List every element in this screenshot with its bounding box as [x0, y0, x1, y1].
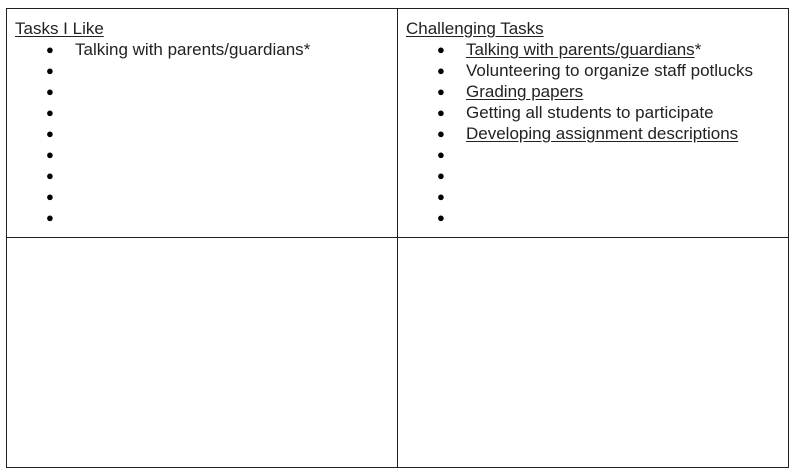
bullet-icon: ●: [437, 63, 445, 78]
list-item: [15, 60, 397, 81]
bullet-icon: ●: [46, 210, 54, 225]
list-item-text: Talking with parents/guardians: [75, 40, 304, 59]
table-row: [7, 9, 789, 238]
list-item: [406, 39, 788, 60]
cell-tasks-i-like[interactable]: [7, 9, 398, 238]
list-item: [15, 207, 397, 228]
list-item-text: Developing assignment descriptions: [466, 124, 739, 143]
list-item: [406, 144, 788, 165]
tasks-i-like-heading: Tasks I Like: [15, 19, 104, 38]
bullet-icon: ●: [46, 42, 54, 57]
bullet-icon: ●: [46, 105, 54, 120]
list-item: [406, 60, 788, 81]
bullet-icon: ●: [437, 147, 445, 162]
bullet-icon: ●: [437, 210, 445, 225]
list-item: [15, 123, 397, 144]
list-item: [15, 186, 397, 207]
empty-cell-bottom-left[interactable]: [7, 238, 398, 468]
bullet-icon: ●: [437, 189, 445, 204]
list-item: [406, 81, 788, 102]
tasks-i-like-list: [15, 39, 397, 228]
challenging-tasks-list: [406, 39, 788, 228]
bullet-icon: ●: [437, 84, 445, 99]
list-item: [15, 39, 397, 60]
empty-cell-bottom-right[interactable]: [398, 238, 789, 468]
document-table: [6, 8, 789, 468]
list-item: [406, 102, 788, 123]
challenging-tasks-heading: Challenging Tasks: [406, 19, 544, 38]
bullet-icon: ●: [46, 189, 54, 204]
bullet-icon: ●: [46, 147, 54, 162]
list-item: [15, 102, 397, 123]
bullet-icon: ●: [437, 126, 445, 141]
list-item: [406, 186, 788, 207]
list-item-text: Getting all students to participate: [466, 103, 714, 122]
bullet-icon: ●: [46, 84, 54, 99]
list-item-text: Volunteering to organize staff potlucks: [466, 61, 753, 80]
bullet-icon: ●: [46, 63, 54, 78]
list-item-suffix: *: [694, 40, 702, 59]
bullet-icon: ●: [46, 168, 54, 183]
list-item: [15, 165, 397, 186]
list-item-suffix: *: [303, 40, 311, 59]
list-item: [406, 123, 788, 144]
bullet-icon: ●: [437, 105, 445, 120]
list-item-text: Grading papers: [466, 82, 584, 101]
list-item: [15, 81, 397, 102]
cell-challenging-tasks[interactable]: [398, 9, 789, 238]
list-item: [15, 144, 397, 165]
bullet-icon: ●: [46, 126, 54, 141]
list-item: [406, 207, 788, 228]
bullet-icon: ●: [437, 42, 445, 57]
list-item-text: Talking with parents/guardians: [466, 40, 695, 59]
bullet-icon: ●: [437, 168, 445, 183]
list-item: [406, 165, 788, 186]
table-row: [7, 238, 789, 468]
